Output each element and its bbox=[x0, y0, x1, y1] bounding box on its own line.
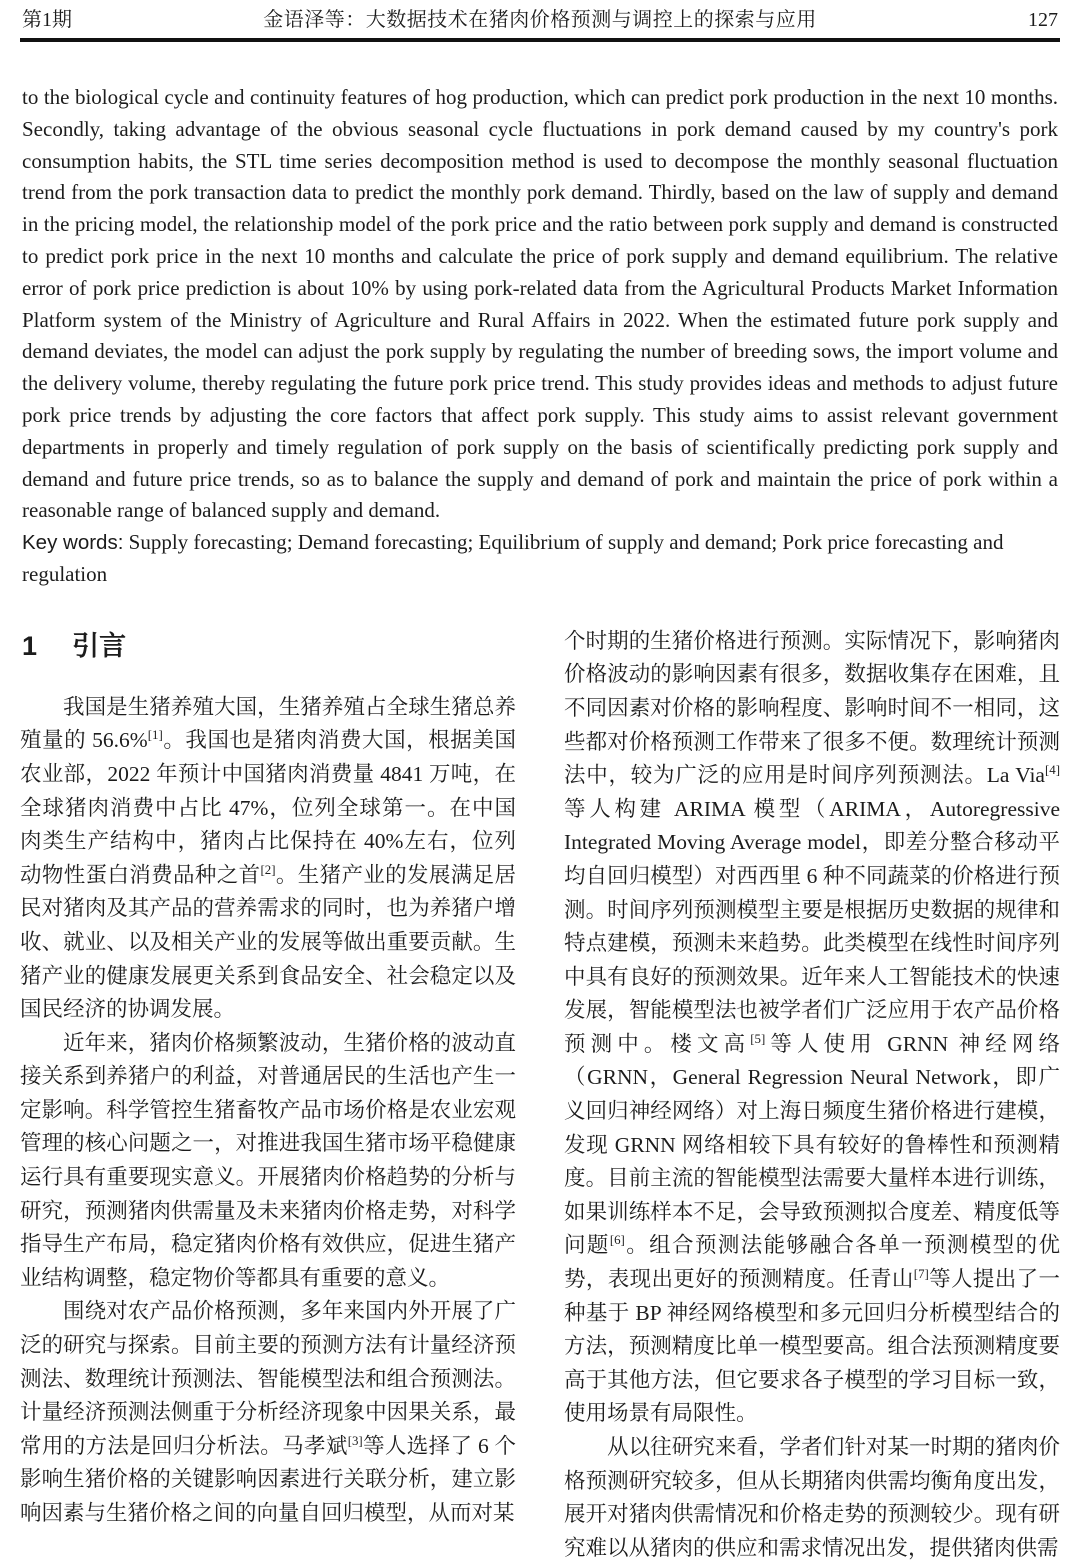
running-title: 金语泽等：大数据技术在猪肉价格预测与调控上的探索与应用 bbox=[263, 9, 817, 31]
abstract-text: to the biological cycle and continuity features of hog production, which can predict pork production in the next 10 months. Secondly, taking advantage of the obvious seasonal cycle fluctuations in pork demand caused by my country's pork consumption habits, the STL time series decomposition method is used to decompose the monthly seasonal fluctuation trend from the pork transaction data to predict the monthly pork demand. Thirdly, based on the law of supply and demand in the pricing model, the relationship model of the pork price and the ratio between pork supply and demand is constructed to predict pork price in the next 10 months and calculate the price of pork supply and demand equilibrium. The relative error of pork price prediction is about 10% by using pork-related data from the Agricultural Products Market Information Platform system of the Ministry of Agriculture and Rural Affairs in 2022. When the estimated future pork supply and demand deviates, the model can adjust the pork supply by regulating the number of breeding sows, the import volume and the delivery volume, thereby regulating the future pork price trend. This study provides ideas and methods to adjust future pork price trends by adjusting the core factors that affect pork supply. This study aims to assist relevant government departments in properly and timely regulation of pork supply on the basis of scientifically predicting pork supply and demand and future price trends, so as to balance the supply and demand of pork and maintain the price of pork within a reasonable range of balanced supply and demand. bbox=[22, 85, 1058, 523]
paragraph: 我国是生猪养殖大国，生猪养殖占全球生猪总养殖量的 56.6%[1]。我国也是猪肉消费大国，根据美国农业部，2022 年预计中国猪肉消费量 4841 万吨，在全球猪肉消费中占比 47%，位列全球第一。在中国肉类生产结构中，猪肉占比保持在 40%左右，位列动物性蛋白消费品种之首[2]。生猪产业的发展满足居民对猪肉及其产品的营养需求的同时，也为养猪户增收、就业、以及相关产业的发展等做出重要贡献。生猪产业的健康发展更关系到食品安全、社会稳定以及国民经济的协调发展。 bbox=[20, 694, 516, 1022]
section-title: 引言 bbox=[72, 630, 127, 661]
paragraph: 个时期的生猪价格进行预测。实际情况下，影响猪肉价格波动的影响因素有很多，数据收集存在困难，且不同因素对价格的影响程度、影响时间不一相同，这些都对价格预测工作带来了很多不便。数理统计预测法中，较为广泛的应用是时间序列预测法。La Via[4]等人构建 ARIMA 模型（ARIMA，Autoregressive Integrated Moving Average model，即差分整合移动平均自回归模型）对西西里 6 种不同蔬菜的价格进行预测。时间序列预测模型主要是根据历史数据的规律和特点建模，预测未来趋势。此类模型在线性时间序列中具有良好的预测效果。近年来人工智能技术的快速发展，智能模型法也被学者们广泛应用于农产品价格预测中。楼文高[5]等人使用 GRNN 神经网络（GRNN，General Regression Neural Network，即广义回归神经网络）对上海日频度生猪价格进行建模，发现 GRNN 网络相较下具有较好的鲁棒性和预测精度。目前主流的智能模型法需要大量样本进行训练，如果训练样本不足，会导致预测拟合度差、精度低等问题[6]。组合预测法能够融合各单一预测模型的优势，表现出更好的预测精度。任青山[7]等人提出了一种基于 BP 神经网络模型和多元回归分析模型结合的方法，预测精度比单一模型要高。组合法预测精度要高于其他方法，但它要求各子模型的学习目标一致，使用场景有局限性。 bbox=[564, 628, 1060, 1426]
left-column bbox=[20, 625, 516, 1531]
body-columns bbox=[20, 625, 1060, 1565]
paragraph: 从以往研究来看，学者们针对某一时期的猪肉价格预测研究较多，但从长期猪肉供需均衡角度出发，展开对猪肉供需情况和价格走势的预测较少。现有研究难以从猪肉的供应和需求情况出发，提供猪肉供需 bbox=[564, 1435, 1060, 1560]
keywords-text: Supply forecasting; Demand forecasting; Equilibrium of supply and demand; Pork price forecasting and regulation bbox=[22, 530, 1004, 586]
keywords-label: Key words: bbox=[22, 531, 124, 555]
paragraph: 围绕对农产品价格预测，多年来国内外开展了广泛的研究与探索。目前主要的预测方法有计量经济预测法、数理统计预测法、智能模型法和组合预测法。计量经济预测法侧重于分析经济现象中因果关系，最常用的方法是回归分析法。马孝斌[3]等人选择了 6 个影响生猪价格的关键影响因素进行关联分析，建立影响因素与生猪价格之间的向量自回归模型，从而对某 bbox=[20, 1299, 516, 1525]
right-column bbox=[564, 625, 1060, 1565]
keywords-line bbox=[22, 527, 1058, 591]
section-number: 1 bbox=[22, 630, 38, 661]
issue-label: 第1期 bbox=[22, 9, 72, 31]
section-heading bbox=[22, 629, 516, 663]
header-rule bbox=[20, 38, 1060, 42]
paragraph: 近年来，猪肉价格频繁波动，生猪价格的波动直接关系到养猪户的利益，对普通居民的生活也产生一定影响。科学管控生猪畜牧产品市场价格是农业宏观管理的核心问题之一，对推进我国生猪市场平稳健康运行具有重要现实意义。开展猪肉价格趋势的分析与研究，预测猪肉供需量及未来猪肉价格走势，对科学指导生产布局，稳定猪肉价格有效供应，促进生猪产业结构调整，稳定物价等都具有重要的意义。 bbox=[20, 1030, 516, 1290]
page-header bbox=[20, 6, 1060, 36]
page-number: 127 bbox=[1028, 9, 1058, 31]
